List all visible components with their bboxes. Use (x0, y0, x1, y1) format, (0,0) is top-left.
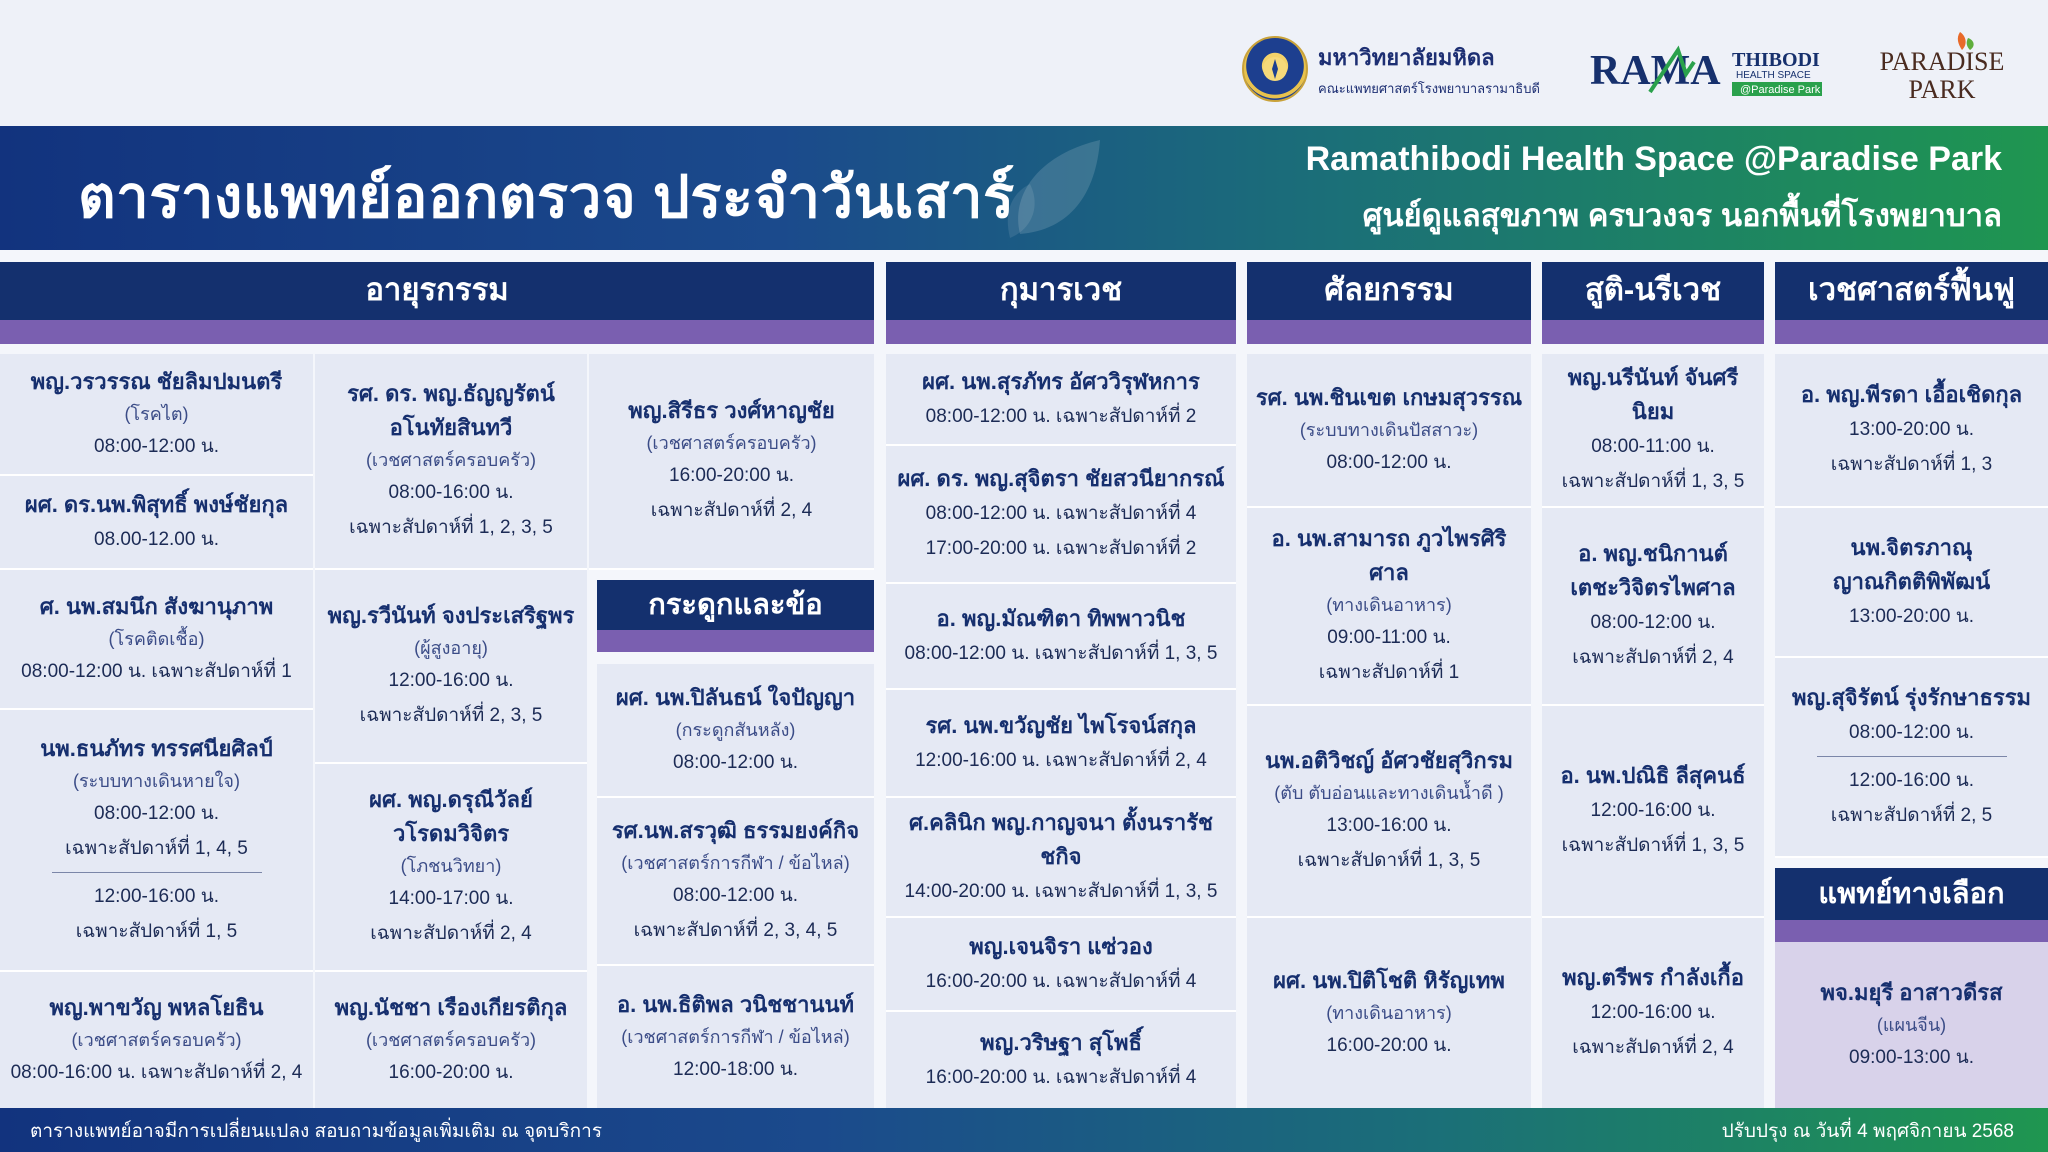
doctor-card (886, 690, 1236, 798)
doctor-name: อ. พญ.มัณฑิตา ทิพพาวนิช (936, 605, 1186, 631)
doctor-specialty: (ระบบทางเดินปัสสาวะ) (1299, 419, 1479, 440)
doctor-card (1247, 354, 1531, 508)
clinic-time: 12:00-16:00 น. (1590, 800, 1716, 821)
doctor-name: อ. พญ.ชนิกานต์ (1578, 541, 1728, 566)
footer-updated-date: ปรับปรุง ณ วันที่ 4 พฤศจิกายน 2568 (1721, 1121, 2014, 1142)
doctor-card (886, 1012, 1236, 1108)
clinic-time: 16:00-20:00 น. เฉพาะสัปดาห์ที่ 4 (925, 1066, 1197, 1088)
doctor-name: ผศ. ดร. พญ.สุจิตรา ชัยสวนียากรณ์ (897, 466, 1225, 491)
rama-logo-thibodi: THIBODI (1732, 49, 1820, 71)
faculty-name: คณะแพทยศาสตร์โรงพยาบาลรามาธิบดี (1318, 80, 1540, 96)
doctor-name: พญ.ตรีพร กำลังเกื้อ (1562, 965, 1744, 990)
doctor-card (1775, 658, 2048, 858)
clinic-time: 08:00-12:00 น. (94, 802, 219, 824)
dept-name: กระดูกและข้อ (648, 589, 823, 621)
clinic-time: 09:00-11:00 น. (1327, 627, 1451, 648)
clinic-time: 13:00-20:00 น. (1849, 605, 1974, 627)
mahidol-seal-icon (1242, 36, 1308, 102)
doctor-name: ผศ. นพ.ปิติโชติ หิรัญเทพ (1273, 967, 1505, 993)
doctor-card (1542, 918, 1764, 1108)
clinic-time: 08:00-12:00 น. เฉพาะสัปดาห์ที่ 1, 3, 5 (904, 642, 1218, 664)
doctor-card (0, 972, 313, 1108)
doctor-card (597, 966, 874, 1108)
clinic-weeks: เฉพาะสัปดาห์ที่ 2, 4 (370, 923, 532, 944)
paradise-logo-line2: PARK (1908, 75, 1976, 104)
clinic-weeks: เฉพาะสัปดาห์ที่ 2, 3, 5 (359, 705, 543, 726)
dept-header-obgyn (1542, 262, 1764, 344)
clinic-time: 08:00-16:00 น. (388, 482, 514, 503)
dept-name: กุมารเวช (999, 272, 1123, 307)
doctor-name: พญ.พาขวัญ พหลโยธิน (49, 994, 264, 1020)
doctor-name: นพ.ธนภัทร ทรรศนียศิลป์ (40, 735, 273, 761)
clinic-weeks: เฉพาะสัปดาห์ที่ 1, 5 (75, 920, 238, 942)
doctor-name: ศ.คลินิก พญ.กาญจนา ตั้งนรารัชชกิจ (909, 809, 1213, 869)
doctor-specialty: (เวชศาสตร์การกีฬา / ข้อไหล่) (621, 1026, 850, 1047)
doctor-name: พจ.มยุรี อาสาวดีรส (1820, 979, 2003, 1005)
paradise-logo-line1: PARADISE (1879, 47, 2005, 76)
doctor-card (0, 570, 313, 710)
page-title: ตารางแพทย์ออกตรวจ ประจำวันเสาร์ (78, 165, 1015, 230)
clinic-time: 08:00-12:00 น. (1590, 612, 1716, 633)
clinic-time: 08.00-12.00 น. (94, 528, 219, 550)
doctor-name: ผศ. พญ.ดรุณีวัลย์ (369, 787, 533, 812)
clinic-time: 08:00-12:00 น. เฉพาะสัปดาห์ที่ 4 (925, 503, 1197, 524)
clinic-time: 08:00-12:00 น. เฉพาะสัปดาห์ที่ 2 (925, 405, 1197, 427)
clinic-time: 14:00-20:00 น. เฉพาะสัปดาห์ที่ 1, 3, 5 (904, 880, 1218, 902)
mahidol-logo (1242, 36, 1540, 102)
doctor-card (886, 584, 1236, 690)
doctor-specialty: (แผนจีน) (1876, 1014, 1947, 1035)
dept-header-ortho (597, 580, 874, 652)
doctor-name: พญ.นัชชา เรืองเกียรติกุล (334, 994, 568, 1020)
doctor-name: รศ. นพ.ขวัญชัย ไพโรจน์สกุล (925, 712, 1197, 738)
doctor-name: อ. พญ.พีรดา เอื้อเชิดกุล (1800, 382, 2023, 407)
doctor-card (886, 798, 1236, 918)
doctor-card (0, 354, 313, 476)
clinic-weeks: เฉพาะสัปดาห์ที่ 2, 5 (1830, 805, 1993, 826)
clinic-time: 16:00-20:00 น. (669, 465, 794, 486)
doctor-card (1542, 354, 1764, 508)
leaf-icon (1000, 134, 1110, 244)
doctor-name: นพ.อติวิชญ์ อัศวชัยสุวิกรม (1264, 748, 1514, 773)
clinic-weeks: เฉพาะสัปดาห์ที่ 1, 3 (1830, 454, 1993, 475)
dept-header-medicine (0, 262, 874, 344)
divider (52, 872, 262, 873)
doctor-name: รศ. นพ.ชินเขต เกษมสุวรรณ (1255, 384, 1523, 410)
clinic-time-2: 17:00-20:00 น. เฉพาะสัปดาห์ที่ 2 (925, 538, 1197, 559)
doctor-specialty: (เวชศาสตร์ครอบครัว) (365, 1029, 537, 1050)
doctor-card (1247, 918, 1531, 1108)
clinic-weeks: เฉพาะสัปดาห์ที่ 1, 3, 5 (1561, 835, 1745, 856)
doctor-name: อ. นพ.สามารถ ภูวไพรศิริศาล (1271, 526, 1507, 585)
title-banner (0, 126, 2048, 250)
doctor-specialty: (เวชศาสตร์ครอบครัว) (365, 450, 537, 470)
clinic-time: 08:00-12:00 น. เฉพาะสัปดาห์ที่ 1 (21, 660, 292, 682)
doctor-card (0, 476, 313, 570)
clinic-time: 12:00-16:00 น. เฉพาะสัปดาห์ที่ 2, 4 (915, 749, 1207, 771)
clinic-time: 13:00-16:00 น. (1326, 815, 1452, 836)
doctor-card (1542, 508, 1764, 706)
clinic-weeks: เฉพาะสัปดาห์ที่ 2, 4 (650, 500, 813, 521)
doctor-name: อ. นพ.ปณิธิ ลีสุคนธ์ (1560, 763, 1746, 788)
site-name-en: Ramathibodi Health Space @Paradise Park (1305, 140, 2002, 178)
dept-name: อายุรกรรม (365, 272, 509, 307)
doctor-specialty: (โรคติดเชื้อ) (108, 628, 205, 649)
doctor-specialty: (เวชศาสตร์ครอบครัว) (646, 433, 817, 453)
doctor-card (886, 446, 1236, 584)
doctor-name: พญ.สิรีธร วงศ์หาญชัย (628, 398, 835, 423)
doctor-specialty: (ผู้สูงอายุ) (414, 638, 488, 658)
doctor-name: ศ. นพ.สมนึก สังฆานุภาพ (39, 593, 274, 619)
doctor-specialty: (กระดูกสันหลัง) (675, 719, 796, 740)
site-subtitle-th: ศูนย์ดูแลสุขภาพ ครบวงจร นอกพื้นที่โรงพยาบาล (1362, 198, 2002, 233)
doctor-name: พญ.เจนจิรา แซ่วอง (969, 933, 1153, 959)
paradise-park-logo (1872, 26, 2012, 106)
rama-logo-tag: @Paradise Park (1740, 84, 1821, 96)
divider (1817, 756, 2007, 757)
clinic-time: 08:00-16:00 น. เฉพาะสัปดาห์ที่ 2, 4 (10, 1061, 303, 1083)
doctor-name: ผศ. นพ.สุรภัทร อัศววิรุฬหการ (922, 368, 1200, 394)
doctor-card (589, 354, 874, 570)
clinic-time: 08:00-12:00 น. (94, 435, 219, 457)
doctor-card (1775, 942, 2048, 1108)
doctor-name: พญ.สุจิรัตน์ รุ่งรักษาธรรม (1791, 685, 2032, 710)
clinic-weeks: เฉพาะสัปดาห์ที่ 2, 4 (1572, 647, 1734, 668)
clinic-weeks: เฉพาะสัปดาห์ที่ 1, 4, 5 (65, 837, 248, 859)
clinic-weeks: เฉพาะสัปดาห์ที่ 1, 2, 3, 5 (349, 517, 553, 538)
clinic-time: 12:00-18:00 น. (673, 1058, 798, 1080)
doctor-card (597, 798, 874, 966)
doctor-specialty: (เวชศาสตร์การกีฬา / ข้อไหล่) (621, 853, 850, 873)
clinic-weeks: เฉพาะสัปดาห์ที่ 2, 4 (1572, 1037, 1734, 1058)
doctor-card (1775, 354, 2048, 508)
clinic-time: 08:00-12:00 น. (673, 751, 798, 773)
doctor-name-line2: วโรดมวิจิตร (392, 821, 510, 846)
clinic-time: 12:00-16:00 น. (1849, 770, 1974, 791)
doctor-specialty: (เวชศาสตร์ครอบครัว) (71, 1029, 242, 1050)
dept-header-pediatrics (886, 262, 1236, 344)
logo-strip (0, 0, 2048, 126)
doctor-card (315, 972, 587, 1108)
doctor-card (597, 664, 874, 798)
doctor-name: รศ.นพ.สรวุฒิ ธรรมยงค์กิจ (611, 818, 860, 843)
doctor-specialty: (ระบบทางเดินหายใจ) (73, 770, 240, 791)
dept-name: แพทย์ทางเลือก (1818, 878, 2005, 910)
clinic-time: 16:00-20:00 น. (1326, 1034, 1452, 1056)
clinic-weeks: เฉพาะสัปดาห์ที่ 1 (1318, 662, 1460, 683)
doctor-name-line2: เตชะวิจิตรไพศาล (1570, 575, 1736, 600)
clinic-time: 13:00-20:00 น. (1849, 419, 1974, 440)
clinic-time: 16:00-20:00 น. (388, 1061, 514, 1083)
doctor-specialty: (โภชนวิทยา) (400, 856, 502, 876)
dept-name: เวชศาสตร์ฟื้นฟู (1808, 272, 2015, 307)
rama-logo-main: RAMA (1590, 48, 1721, 94)
doctor-card (315, 764, 587, 972)
doctor-card (315, 354, 587, 570)
doctor-name: นพ.จิตรภาณุ (1850, 534, 1973, 560)
doctor-card (1775, 508, 2048, 658)
doctor-card (1247, 508, 1531, 706)
doctor-specialty: (ตับ ตับอ่อนและทางเดินน้ำดี ) (1274, 783, 1504, 803)
doctor-specialty: (โรคไต) (124, 403, 189, 424)
doctor-specialty: (ทางเดินอาหาร) (1326, 595, 1452, 615)
doctor-name: รศ. ดร. พญ.ธัญญรัตน์ (347, 381, 555, 406)
clinic-time: 12:00-16:00 น. (94, 885, 219, 907)
doctor-name-line2: ญาณกิตติพิพัฒน์ (1832, 568, 1991, 594)
clinic-time: 08:00-12:00 น. (673, 885, 798, 906)
doctor-name: ผศ. นพ.ปิลันธน์ ใจปัญญา (615, 684, 856, 710)
doctor-name: พญ.รวีนันท์ จงประเสริฐพร (327, 603, 575, 628)
clinic-time: 12:00-16:00 น. (1590, 1002, 1716, 1023)
dept-header-surgery (1247, 262, 1531, 344)
doctor-name: พญ.นรีนันท์ จันศรีนิยม (1567, 365, 1739, 424)
clinic-time: 08:00-12:00 น. (1849, 722, 1974, 743)
footer-note: ตารางแพทย์อาจมีการเปลี่ยนแปลง สอบถามข้อมูลเพิ่มเติม ณ จุดบริการ (30, 1121, 603, 1142)
dept-name: ศัลยกรรม (1324, 272, 1454, 307)
doctor-name: ผศ. ดร.นพ.พิสุทธิ์ พงษ์ชัยกุล (24, 491, 289, 517)
doctor-card (0, 710, 313, 972)
doctor-card (886, 918, 1236, 1012)
clinic-time: 09:00-13:00 น. (1849, 1046, 1974, 1068)
clinic-weeks: เฉพาะสัปดาห์ที่ 1, 3, 5 (1561, 471, 1745, 492)
clinic-weeks: เฉพาะสัปดาห์ที่ 2, 3, 4, 5 (633, 920, 838, 941)
doctor-name: พญ.วรวรรณ ชัยลิมปมนตรี (30, 368, 283, 394)
rama-logo-sub: HEALTH SPACE (1736, 70, 1811, 81)
doctor-specialty: (ทางเดินอาหาร) (1326, 1002, 1452, 1023)
clinic-time: 08:00-11:00 น. (1591, 436, 1715, 457)
doctor-name: อ. นพ.ธิติพล วนิชชานนท์ (616, 991, 855, 1017)
doctor-name: พญ.วริษฐา สุโพธิ์ (980, 1029, 1142, 1055)
footer-bar (0, 1108, 2048, 1152)
doctor-card (886, 354, 1236, 446)
clinic-time: 12:00-16:00 น. (388, 670, 514, 691)
doctor-card (1247, 706, 1531, 918)
rama-health-space-logo (1590, 44, 1830, 100)
clinic-weeks: เฉพาะสัปดาห์ที่ 1, 3, 5 (1297, 850, 1481, 871)
dept-header-rehab (1775, 262, 2048, 344)
clinic-time: 16:00-20:00 น. เฉพาะสัปดาห์ที่ 4 (925, 970, 1197, 992)
clinic-time: 08:00-12:00 น. (1326, 451, 1452, 473)
dept-header-alternative (1775, 868, 2048, 942)
university-name: มหาวิทยาลัยมหิดล (1318, 44, 1495, 70)
doctor-card (1542, 706, 1764, 918)
doctor-name-line2: อโนทัยสินทวี (389, 415, 513, 440)
doctor-card (315, 570, 587, 764)
clinic-time: 14:00-17:00 น. (388, 888, 514, 909)
dept-name: สูติ-นรีเวช (1584, 272, 1722, 307)
